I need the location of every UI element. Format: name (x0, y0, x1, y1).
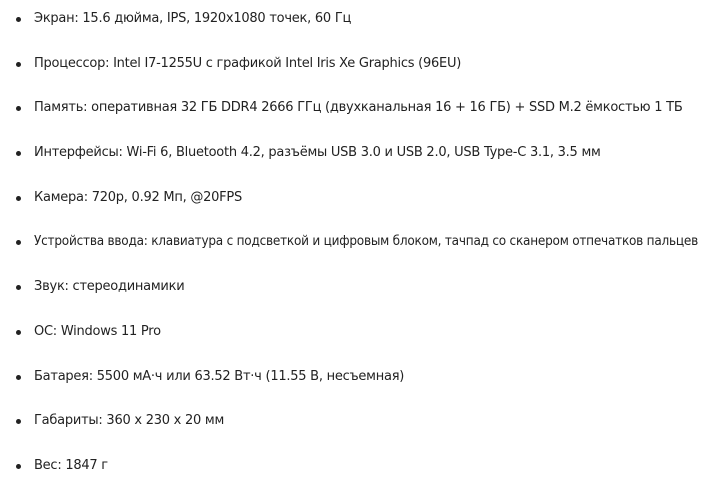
spec-text: Устройства ввода: клавиатура с подсветкой и цифровым блоком, тачпад со сканером отпечатков пальцев (34, 234, 699, 249)
spec-text: Вес: 1847 г (34, 458, 108, 473)
spec-text: Габариты: 360 x 230 x 20 мм (34, 413, 225, 428)
bullet-icon (16, 17, 21, 22)
spec-item-battery (0, 367, 702, 387)
spec-text: Интерфейсы: Wi-Fi 6, Bluetooth 4.2, разъёмы USB 3.0 и USB 2.0, USB Type-C 3.1, 3.5 мм (34, 145, 601, 160)
bullet-icon (16, 419, 21, 424)
spec-item-memory (0, 98, 702, 118)
bullet-icon (16, 106, 21, 111)
spec-text: Батарея: 5500 мА·ч или 63.52 Вт·ч (11.55 В, несъемная) (34, 369, 405, 384)
spec-item-weight (0, 456, 702, 476)
spec-item-dimensions (0, 411, 702, 431)
spec-item-input-devices (0, 232, 702, 252)
spec-item-sound (0, 277, 702, 297)
bullet-icon (16, 330, 21, 335)
bullet-icon (16, 285, 21, 290)
spec-text: Экран: 15.6 дюйма, IPS, 1920x1080 точек, 60 Гц (34, 11, 352, 26)
bullet-icon (16, 62, 21, 67)
spec-item-interfaces (0, 143, 702, 163)
spec-item-screen (0, 9, 702, 29)
bullet-icon (16, 196, 21, 201)
bullet-icon (16, 464, 21, 469)
spec-item-camera (0, 188, 702, 208)
spec-text: Звук: стереодинамики (34, 279, 185, 294)
spec-text: Память: оперативная 32 ГБ DDR4 2666 ГГц (двухканальная 16 + 16 ГБ) + SSD M.2 ёмкостью 1 ТБ (34, 100, 683, 115)
spec-text: Камера: 720p, 0.92 Мп, @20FPS (34, 190, 242, 205)
bullet-icon (16, 375, 21, 380)
bullet-icon (16, 240, 21, 245)
spec-text: ОС: Windows 11 Pro (34, 324, 161, 339)
spec-text: Процессор: Intel I7-1255U с графикой Intel Iris Xe Graphics (96EU) (34, 56, 462, 71)
spec-item-os (0, 322, 702, 342)
spec-item-processor (0, 54, 702, 74)
bullet-icon (16, 151, 21, 156)
